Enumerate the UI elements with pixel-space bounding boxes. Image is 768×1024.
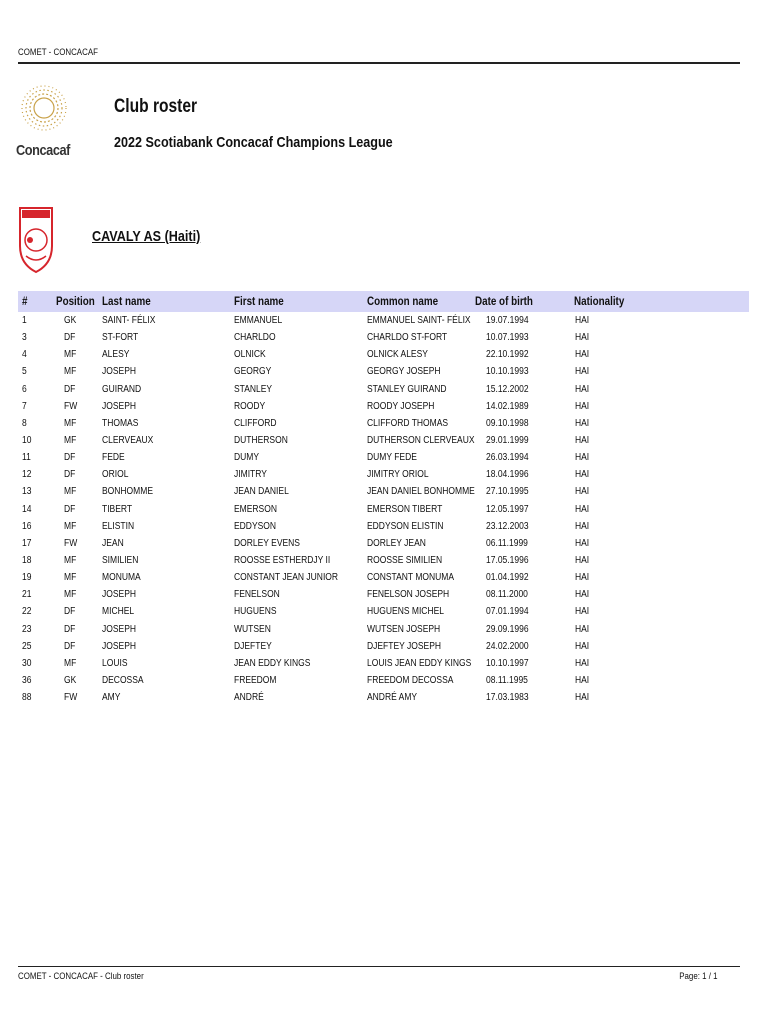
player-nationality: HAI [575,400,590,412]
player-date-of-birth: 08.11.1995 [486,674,528,686]
player-common-name: JEAN DANIEL BONHOMME [367,486,475,498]
player-nationality: HAI [575,589,590,601]
player-common-name: GEORGY JOSEPH [367,366,441,378]
player-common-name: DUMY FEDE [367,452,417,464]
player-date-of-birth: 17.03.1983 [486,692,529,704]
player-number: 23 [22,623,32,635]
player-number: 14 [22,503,32,515]
player-position: GK [64,674,77,686]
player-number: 12 [22,469,32,481]
player-last-name: JOSEPH [102,400,137,412]
player-nationality: HAI [575,674,590,686]
player-first-name: JIMITRY [234,469,267,481]
player-first-name: EMERSON [234,503,277,515]
player-nationality: HAI [575,640,590,652]
player-common-name: EDDYSON ELISTIN [367,520,444,532]
player-last-name: JEAN [102,537,124,549]
player-nationality: HAI [575,452,590,464]
player-first-name: ROOSSE ESTHERDJY II [234,554,331,566]
player-date-of-birth: 10.07.1993 [486,332,529,344]
player-common-name: WUTSEN JOSEPH [367,623,441,635]
player-common-name: ROODY JOSEPH [367,400,435,412]
player-nationality: HAI [575,366,590,378]
player-common-name: FREEDOM DECOSSA [367,674,454,686]
top-rule [18,62,740,64]
player-position: MF [64,349,77,361]
player-first-name: CHARLDO [234,332,276,344]
competition-subtitle: 2022 Scotiabank Concacaf Champions League [114,134,393,151]
player-last-name: BONHOMME [102,486,153,498]
player-first-name: EMMANUEL [234,315,283,326]
table-row [18,689,749,706]
player-nationality: HAI [575,486,590,498]
player-number: 22 [22,606,32,618]
col-header-last-name: Last name [102,294,151,308]
player-common-name: ROOSSE SIMILIEN [367,554,443,566]
roster-table [18,291,749,706]
player-first-name: DORLEY EVENS [234,537,300,549]
club-name: CAVALY AS (Haiti) [92,228,201,245]
player-common-name: OLNICK ALESY [367,349,428,361]
player-position: MF [64,589,77,601]
player-first-name: GEORGY [234,366,272,378]
player-first-name: DUTHERSON [234,434,288,446]
player-last-name: CLERVEAUX [102,434,154,446]
top-label: COMET - CONCACAF [18,47,98,57]
player-number: 36 [22,674,32,686]
player-date-of-birth: 06.11.1999 [486,537,528,549]
table-row [18,586,749,603]
table-header [18,291,749,312]
player-common-name: DUTHERSON CLERVEAUX [367,434,475,446]
player-position: DF [64,452,76,464]
player-position: MF [64,486,77,498]
player-position: MF [64,366,77,378]
player-date-of-birth: 10.10.1997 [486,657,529,669]
player-position: DF [64,503,76,515]
player-nationality: HAI [575,606,590,618]
player-number: 17 [22,537,32,549]
player-number: 18 [22,554,32,566]
player-last-name: AMY [102,692,121,704]
player-number: 5 [22,366,27,378]
player-nationality: HAI [575,554,590,566]
player-date-of-birth: 26.03.1994 [486,452,529,464]
player-nationality: HAI [575,383,590,395]
concacaf-wordmark: Concacaf [16,142,71,159]
player-date-of-birth: 29.09.1996 [486,623,529,635]
concacaf-logo [16,80,72,162]
player-first-name: DJEFTEY [234,640,272,652]
player-common-name: DORLEY JEAN [367,537,426,549]
player-nationality: HAI [575,503,590,515]
player-first-name: STANLEY [234,383,273,395]
player-common-name: CHARLDO ST-FORT [367,332,448,344]
player-nationality: HAI [575,520,590,532]
player-position: MF [64,434,77,446]
player-number: 3 [22,332,27,344]
player-last-name: TIBERT [102,503,133,515]
player-date-of-birth: 17.05.1996 [486,554,529,566]
player-date-of-birth: 15.12.2002 [486,383,529,395]
player-last-name: SIMILIEN [102,554,139,566]
player-date-of-birth: 01.04.1992 [486,572,529,584]
player-number: 1 [22,315,27,326]
player-nationality: HAI [575,692,590,704]
player-last-name: ALESY [102,349,130,361]
cavaly-crest-icon [18,206,54,274]
player-nationality: HAI [575,572,590,584]
player-number: 21 [22,589,32,601]
player-position: DF [64,623,76,635]
player-date-of-birth: 22.10.1992 [486,349,529,361]
table-row [18,569,749,586]
table-row [18,329,749,346]
player-last-name: FEDE [102,452,125,464]
player-date-of-birth: 27.10.1995 [486,486,529,498]
player-number: 13 [22,486,32,498]
table-row [18,363,749,380]
player-date-of-birth: 19.07.1994 [486,315,529,326]
player-nationality: HAI [575,434,590,446]
player-date-of-birth: 24.02.2000 [486,640,529,652]
player-position: MF [64,572,77,584]
player-date-of-birth: 23.12.2003 [486,520,529,532]
player-common-name: EMERSON TIBERT [367,503,443,515]
col-header-nationality: Nationality [574,294,625,308]
table-row [18,312,749,329]
player-first-name: JEAN EDDY KINGS [234,657,311,669]
table-row [18,415,749,432]
player-last-name: DECOSSA [102,674,144,686]
player-position: MF [64,554,77,566]
table-row [18,535,749,552]
player-position: DF [64,383,76,395]
player-nationality: HAI [575,537,590,549]
player-common-name: CONSTANT MONUMA [367,572,455,584]
player-nationality: HAI [575,657,590,669]
player-last-name: JOSEPH [102,366,137,378]
player-last-name: ORIOL [102,469,129,481]
player-number: 4 [22,349,27,361]
player-position: MF [64,417,77,429]
table-row [18,501,749,518]
player-first-name: FREEDOM [234,674,277,686]
concacaf-sun-logo-icon [16,80,72,140]
player-number: 6 [22,383,27,395]
player-date-of-birth: 18.04.1996 [486,469,529,481]
page-number: Page: 1 / 1 [679,971,718,981]
player-common-name: CLIFFORD THOMAS [367,417,449,429]
player-date-of-birth: 07.01.1994 [486,606,529,618]
col-header-first-name: First name [234,294,284,308]
table-row [18,483,749,500]
player-nationality: HAI [575,469,590,481]
player-position: DF [64,332,76,344]
bottom-rule [18,966,740,967]
player-last-name: SAINT- FÉLIX [102,315,156,326]
player-first-name: CONSTANT JEAN JUNIOR [234,572,339,584]
player-last-name: JOSEPH [102,640,137,652]
table-row [18,672,749,689]
player-number: 25 [22,640,32,652]
player-first-name: WUTSEN [234,623,271,635]
player-common-name: JIMITRY ORIOL [367,469,429,481]
table-row [18,621,749,638]
player-common-name: HUGUENS MICHEL [367,606,444,618]
player-first-name: FENELSON [234,589,280,601]
player-last-name: JOSEPH [102,589,137,601]
table-row [18,638,749,655]
player-common-name: FENELSON JOSEPH [367,589,450,601]
player-last-name: THOMAS [102,417,139,429]
player-first-name: OLNICK [234,349,266,361]
player-position: FW [64,400,78,412]
player-number: 19 [22,572,32,584]
player-number: 7 [22,400,27,412]
table-row [18,381,749,398]
table-row [18,432,749,449]
player-nationality: HAI [575,315,590,326]
player-number: 10 [22,434,32,446]
table-row [18,449,749,466]
player-common-name: EMMANUEL SAINT- FÉLIX [367,315,471,326]
player-last-name: GUIRAND [102,383,142,395]
player-position: MF [64,657,77,669]
player-first-name: DUMY [234,452,260,464]
table-row [18,518,749,535]
player-date-of-birth: 12.05.1997 [486,503,529,515]
player-position: GK [64,315,77,326]
col-header-common-name: Common name [367,294,439,308]
table-body [18,312,749,706]
player-first-name: JEAN DANIEL [234,486,289,498]
player-number: 11 [22,452,31,464]
player-position: FW [64,692,78,704]
player-first-name: ANDRÉ [234,692,264,704]
table-row [18,655,749,672]
player-number: 16 [22,520,32,532]
player-nationality: HAI [575,332,590,344]
table-row [18,466,749,483]
player-first-name: HUGUENS [234,606,277,618]
player-date-of-birth: 29.01.1999 [486,434,529,446]
player-last-name: ST-FORT [102,332,139,344]
page-title: Club roster [114,96,198,117]
col-header-date-of-birth: Date of birth [475,294,533,308]
player-last-name: MICHEL [102,606,135,618]
player-date-of-birth: 10.10.1993 [486,366,529,378]
player-date-of-birth: 08.11.2000 [486,589,528,601]
player-last-name: LOUIS [102,657,128,669]
player-position: DF [64,469,76,481]
player-last-name: MONUMA [102,572,141,584]
player-position: MF [64,520,77,532]
player-common-name: LOUIS JEAN EDDY KINGS [367,657,472,669]
player-nationality: HAI [575,349,590,361]
player-common-name: STANLEY GUIRAND [367,383,447,395]
player-last-name: JOSEPH [102,623,137,635]
player-position: DF [64,640,76,652]
player-first-name: EDDYSON [234,520,277,532]
table-row [18,603,749,620]
player-nationality: HAI [575,417,590,429]
player-position: FW [64,537,78,549]
player-position: DF [64,606,76,618]
table-row [18,346,749,363]
col-header-position: Position [56,294,95,308]
table-row [18,398,749,415]
player-nationality: HAI [575,623,590,635]
player-common-name: ANDRÉ AMY [367,692,418,704]
player-date-of-birth: 14.02.1989 [486,400,529,412]
table-row [18,552,749,569]
player-first-name: CLIFFORD [234,417,277,429]
player-number: 8 [22,417,27,429]
col-header-number: # [22,294,28,308]
player-number: 30 [22,657,32,669]
player-last-name: ELISTIN [102,520,135,532]
footer-label: COMET - CONCACAF - Club roster [18,971,144,981]
player-first-name: ROODY [234,400,266,412]
player-date-of-birth: 09.10.1998 [486,417,529,429]
player-number: 88 [22,692,32,704]
player-common-name: DJEFTEY JOSEPH [367,640,442,652]
